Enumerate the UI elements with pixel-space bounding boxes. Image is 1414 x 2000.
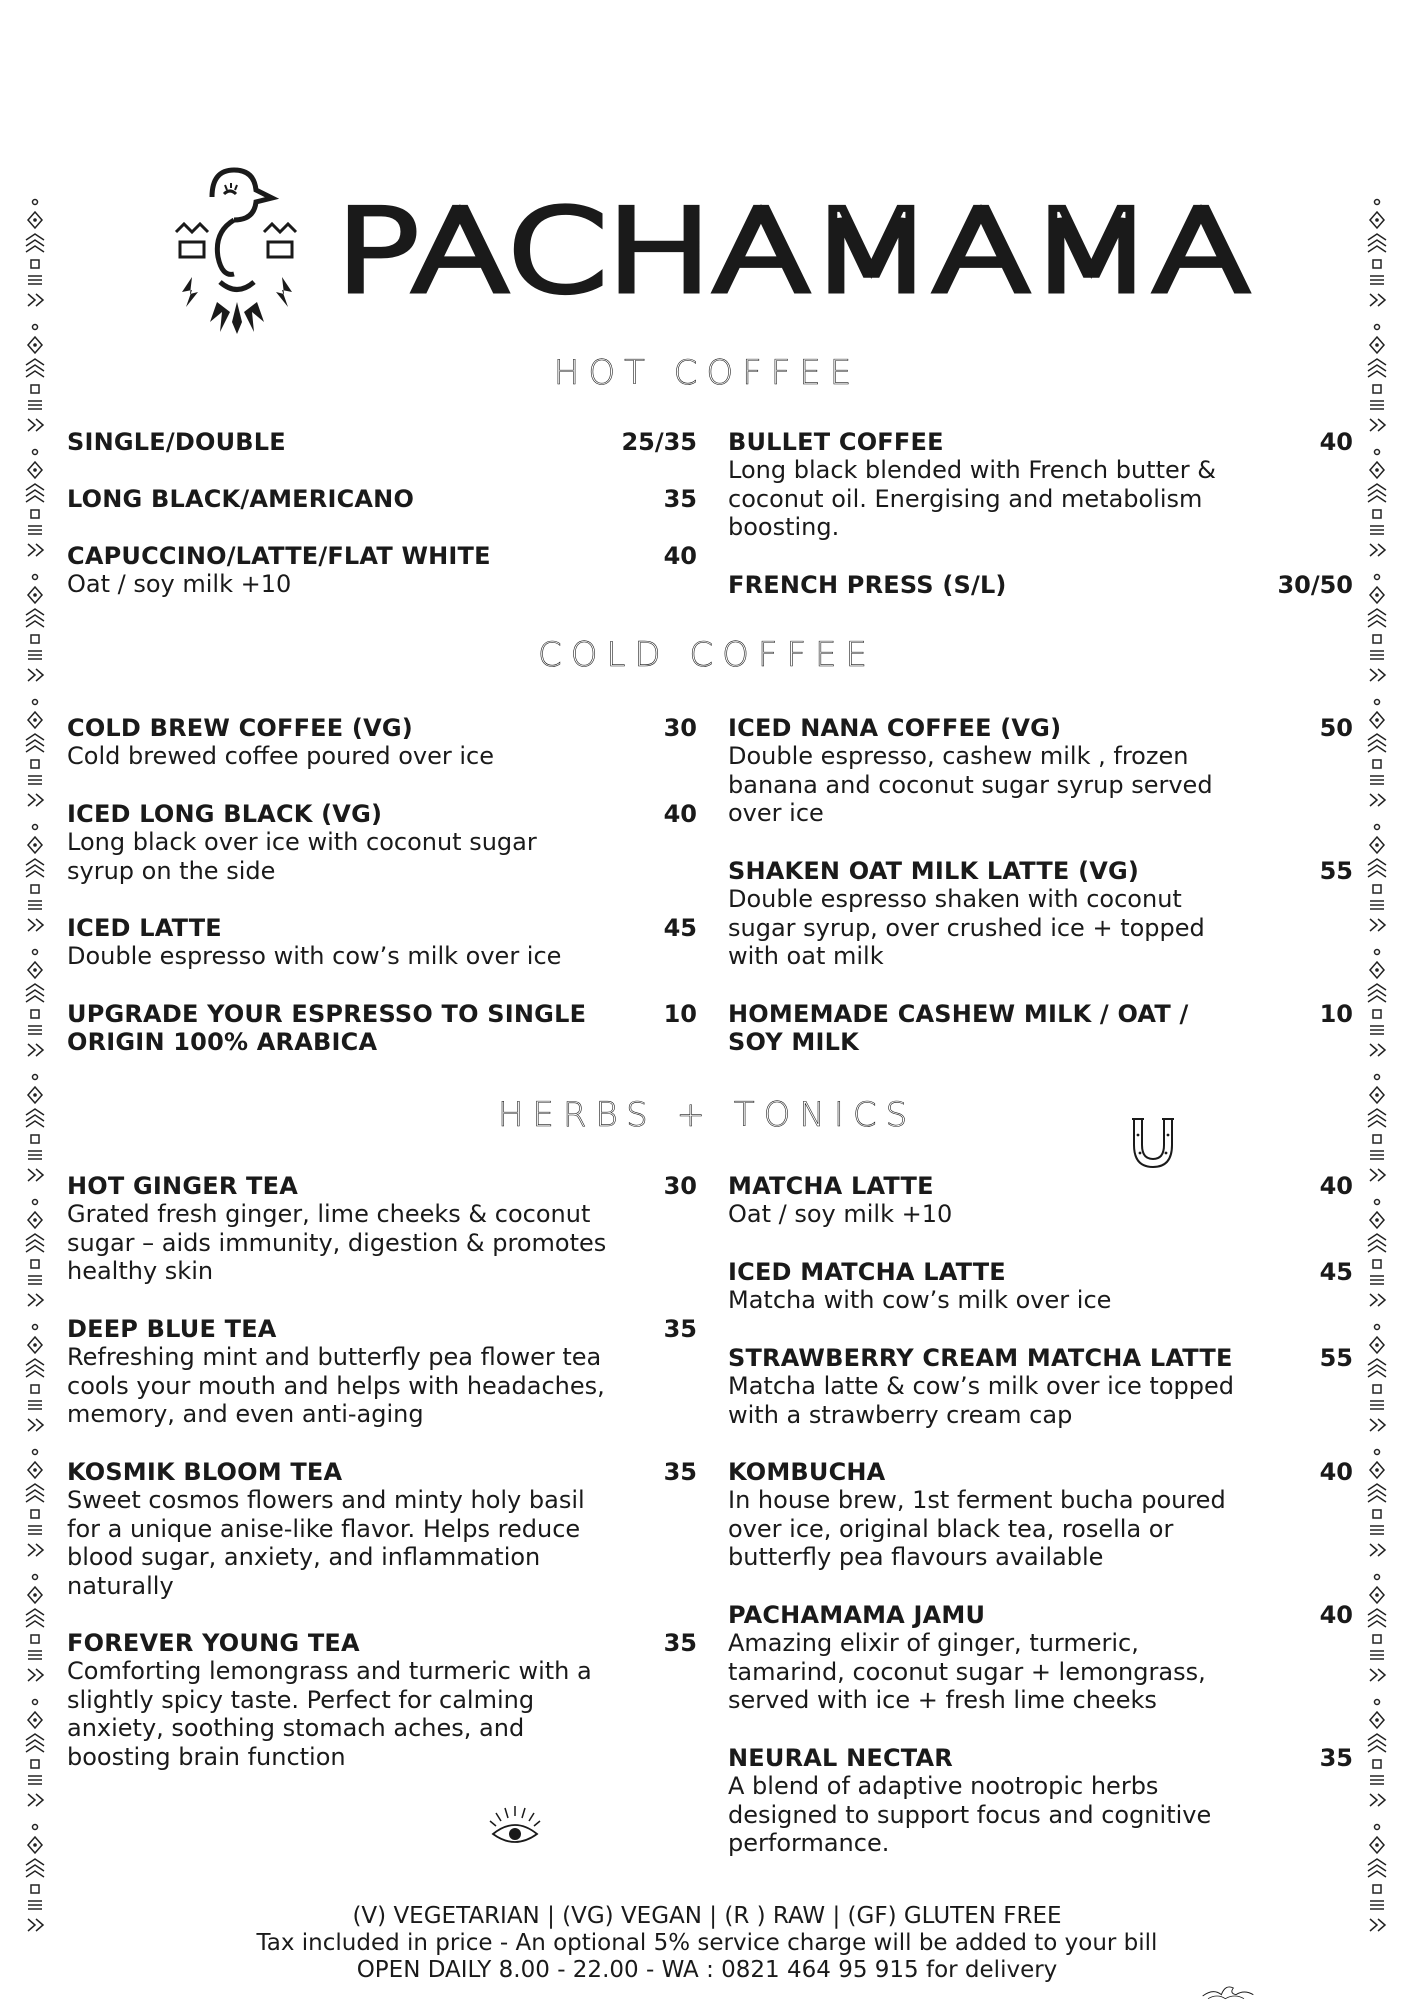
- menu-footer: [0, 1903, 1414, 1984]
- item-name: ICED LONG BLACK (VG): [67, 800, 383, 828]
- menu-item: [67, 1629, 697, 1771]
- hot-coffee-right-column: [728, 428, 1353, 608]
- menu-item: [728, 1172, 1353, 1229]
- menu-item: [67, 1315, 697, 1429]
- section-title-herbs-tonics: HERBS + TONICS: [497, 1095, 917, 1135]
- menu-item: [728, 1601, 1353, 1715]
- herbs-left-column: [67, 1172, 697, 1772]
- item-description: Sweet cosmos flowers and minty holy basil for a unique anise-like flavor. Helps reduce blood sugar, anxiety, and inflammation naturally: [67, 1486, 585, 1600]
- item-price: 35: [663, 1315, 697, 1343]
- menu-item: [67, 1458, 697, 1600]
- item-name: ICED LATTE: [67, 914, 222, 942]
- opening-hours: OPEN DAILY 8.00 - 22.00 - WA : 0821 464 95 915 for delivery: [356, 1957, 1058, 1983]
- menu-item: [67, 1000, 697, 1056]
- brand-name: PACHAMAMA: [335, 198, 1250, 300]
- item-description: Comforting lemongrass and turmeric with a slightly spicy taste. Perfect for calming anxiety, soothing stomach aches, and boosting brain function: [67, 1657, 592, 1771]
- item-description: Oat / soy milk +10: [728, 1200, 953, 1228]
- item-description: Refreshing mint and butterfly pea flower tea cools your mouth and helps with headaches, memory, and even anti-aging: [67, 1343, 605, 1428]
- item-description: Matcha latte & cow’s milk over ice topped with a strawberry cream cap: [728, 1372, 1234, 1429]
- item-description: Double espresso with cow’s milk over ice: [67, 942, 562, 970]
- right-tribal-border: [1362, 196, 1392, 1956]
- item-name: CAPUCCINO/LATTE/FLAT WHITE: [67, 542, 491, 570]
- item-name: ICED NANA COFFEE (VG): [728, 714, 1062, 742]
- menu-item: [67, 1172, 697, 1286]
- menu-item: [728, 571, 1353, 599]
- item-description: Long black blended with French butter & coconut oil. Energising and metabolism boosting.: [728, 456, 1216, 541]
- item-name: COLD BREW COFFEE (VG): [67, 714, 413, 742]
- item-price: 10: [663, 1000, 697, 1028]
- section-title-hot-coffee: HOT COFFEE: [553, 353, 861, 393]
- item-price: 45: [1319, 1258, 1353, 1286]
- menu-item: [67, 428, 697, 456]
- item-price: 40: [1319, 1458, 1353, 1486]
- cold-coffee-right-column: [728, 714, 1353, 1064]
- item-price: 30: [663, 714, 697, 742]
- item-description: Long black over ice with coconut sugar syrup on the side: [67, 828, 537, 885]
- item-description: Grated fresh ginger, lime cheeks & coconut sugar – aids immunity, digestion & promotes healthy skin: [67, 1200, 607, 1285]
- item-name: ICED MATCHA LATTE: [728, 1258, 1006, 1286]
- item-price: 35: [1319, 1744, 1353, 1772]
- item-name: NEURAL NECTAR: [728, 1744, 953, 1772]
- item-name: SHAKEN OAT MILK LATTE (VG): [728, 857, 1140, 885]
- item-name: SINGLE/DOUBLE: [67, 428, 286, 456]
- item-price: 40: [1319, 1601, 1353, 1629]
- pachamama-logo-icon: [172, 162, 302, 337]
- item-price: 40: [1319, 1172, 1353, 1200]
- item-price: 40: [663, 542, 697, 570]
- item-price: 35: [663, 1458, 697, 1486]
- item-name: STRAWBERRY CREAM MATCHA LATTE: [728, 1344, 1233, 1372]
- item-name: KOMBUCHA: [728, 1458, 886, 1486]
- dietary-legend: (V) VEGETARIAN | (VG) VEGAN | (R ) RAW | (GF) GLUTEN FREE: [352, 1903, 1062, 1929]
- item-price: 35: [663, 485, 697, 513]
- horseshoe-icon: [1122, 1115, 1184, 1175]
- item-description: A blend of adaptive nootropic herbs designed to support focus and cognitive performance.: [728, 1772, 1212, 1857]
- eye-icon: [487, 1802, 543, 1854]
- menu-item: [728, 1258, 1353, 1315]
- item-description: Amazing elixir of ginger, turmeric, tamarind, coconut sugar + lemongrass, served with ice + fresh lime cheeks: [728, 1629, 1206, 1714]
- section-title-cold-coffee: COLD COFFEE: [537, 635, 876, 675]
- item-name: HOT GINGER TEA: [67, 1172, 298, 1200]
- menu-item: [728, 428, 1353, 542]
- item-price: 10: [1319, 1000, 1353, 1028]
- menu-item: [67, 914, 697, 971]
- item-name: FOREVER YOUNG TEA: [67, 1629, 360, 1657]
- menu-item: [728, 714, 1353, 828]
- item-price: 40: [663, 800, 697, 828]
- brand-wordmark: [335, 198, 1255, 300]
- item-name: DEEP BLUE TEA: [67, 1315, 277, 1343]
- menu-item: [728, 857, 1353, 971]
- item-price: 55: [1319, 857, 1353, 885]
- cold-coffee-left-column: [67, 714, 697, 1064]
- item-description: Oat / soy milk +10: [67, 570, 292, 598]
- left-tribal-border: [20, 196, 50, 1956]
- menu-item: [67, 542, 697, 599]
- item-price: 40: [1319, 428, 1353, 456]
- item-name: FRENCH PRESS (S/L): [728, 571, 1007, 599]
- item-name: HOMEMADE CASHEW MILK / OAT / SOY MILK: [728, 1000, 1189, 1056]
- menu-item: [728, 1744, 1353, 1858]
- item-name: LONG BLACK/AMERICANO: [67, 485, 415, 513]
- item-name: MATCHA LATTE: [728, 1172, 934, 1200]
- item-price: 35: [663, 1629, 697, 1657]
- item-price: 30/50: [1277, 571, 1353, 599]
- item-name: UPGRADE YOUR ESPRESSO TO SINGLE ORIGIN 100% ARABICA: [67, 1000, 587, 1056]
- item-description: Double espresso shaken with coconut sugar syrup, over crushed ice + topped with oat milk: [728, 885, 1205, 970]
- tax-note: Tax included in price - An optional 5% service charge will be added to your bill: [256, 1930, 1158, 1956]
- item-price: 50: [1319, 714, 1353, 742]
- hot-coffee-left-column: [67, 428, 697, 608]
- menu-item: [728, 1344, 1353, 1429]
- item-price: 25/35: [621, 428, 697, 456]
- menu-item: [67, 800, 697, 885]
- item-name: PACHAMAMA JAMU: [728, 1601, 986, 1629]
- item-price: 30: [663, 1172, 697, 1200]
- item-description: Cold brewed coffee poured over ice: [67, 742, 495, 770]
- item-description: Matcha with cow’s milk over ice: [728, 1286, 1112, 1314]
- menu-item: [728, 1458, 1353, 1572]
- item-price: 45: [663, 914, 697, 942]
- item-name: KOSMIK BLOOM TEA: [67, 1458, 343, 1486]
- menu-item: [67, 714, 697, 771]
- item-name: BULLET COFFEE: [728, 428, 944, 456]
- herbs-right-column: [728, 1172, 1353, 1872]
- item-description: In house brew, 1st ferment bucha poured over ice, original black tea, rosella or butterfly pea flavours available: [728, 1486, 1226, 1571]
- menu-item: [67, 485, 697, 513]
- item-description: Double espresso, cashew milk , frozen banana and coconut sugar syrup served over ice: [728, 742, 1213, 827]
- item-price: 55: [1319, 1344, 1353, 1372]
- menu-item: [728, 1000, 1353, 1056]
